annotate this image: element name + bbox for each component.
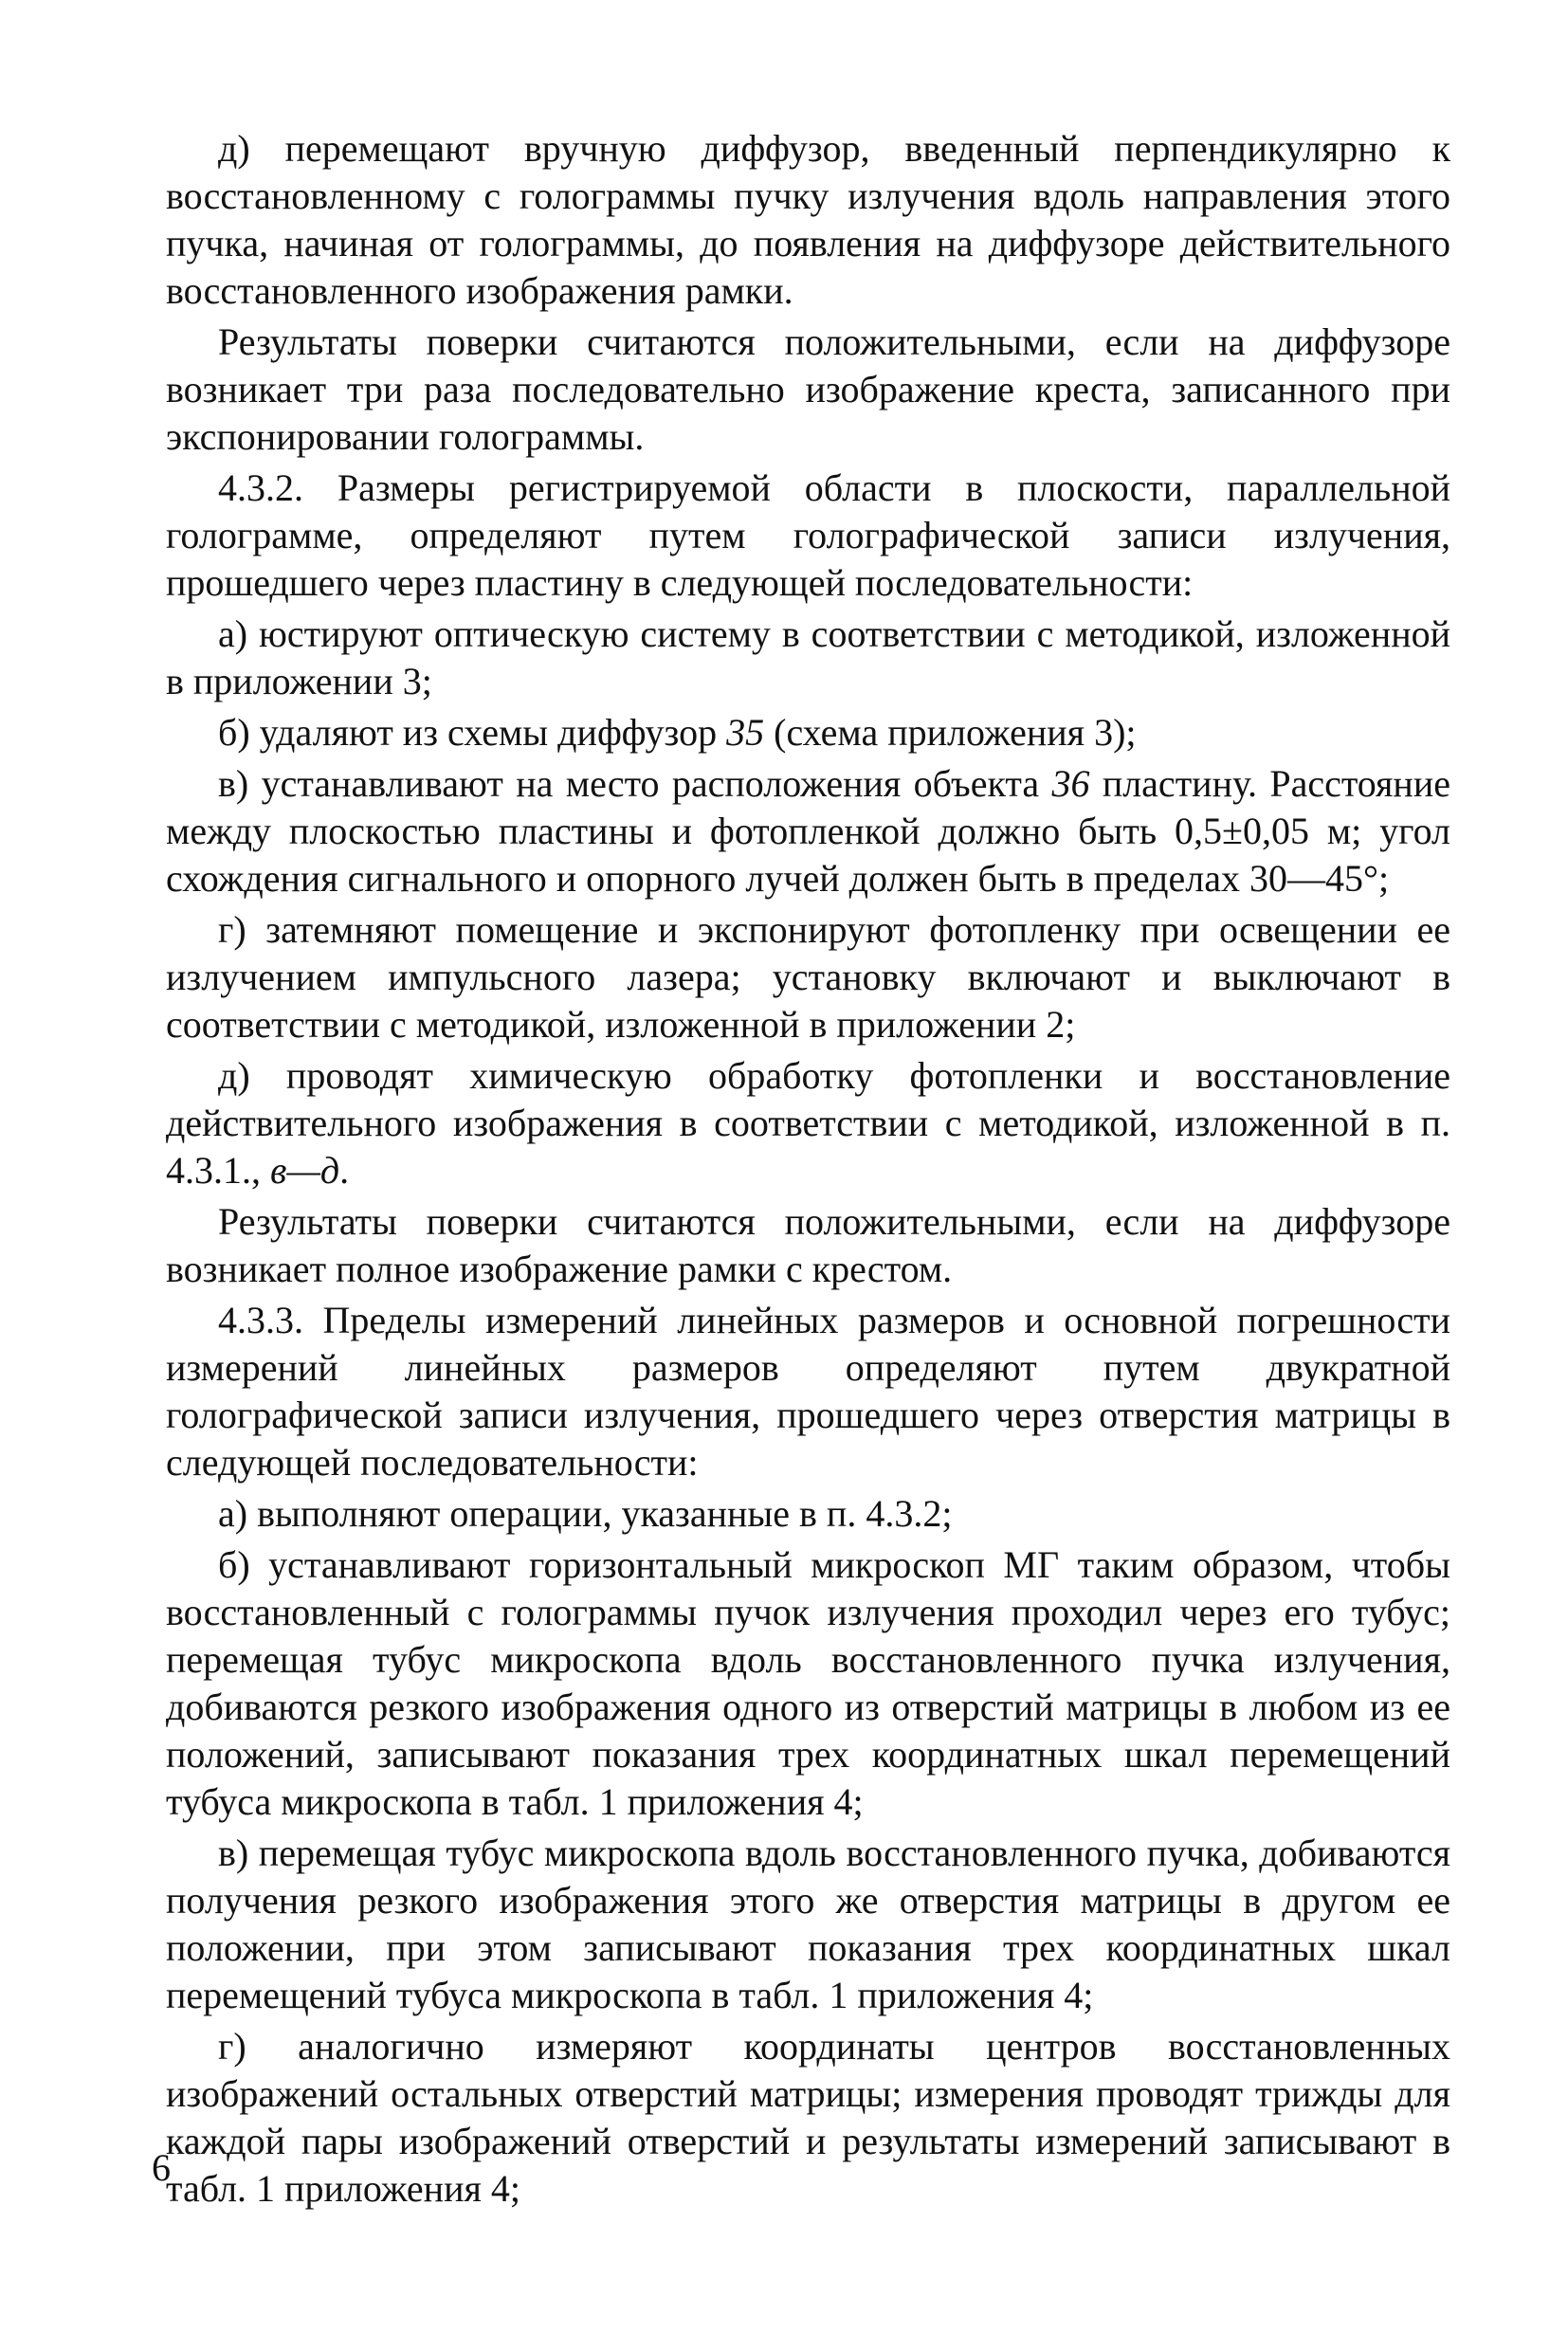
paragraph-item-g-measure: г) аналогично измеряют координаты центров восстановленных изображений остальных отверстий матрицы; измерения проводят трижды для каждой пары изображений отверстий и результаты измерений записывают в табл. 1 приложения 4; <box>166 2025 1450 2210</box>
page-number: 6 <box>152 2146 171 2189</box>
paragraph-text-segment: б) удаляют из схемы диффузор <box>218 711 727 754</box>
paragraph-item-v-install-plate <box>166 760 1450 902</box>
paragraph-text-segment: (схема приложения 3); <box>764 711 1137 754</box>
paragraph-text-segment: д) проводят химическую обработку фотопленки и восстановление действительного изображения в соответствии с методикой, изложенной в п. 4.3.1., <box>166 1054 1450 1192</box>
paragraph-item-a-adjust: а) юстируют оптическую систему в соответствии с методикой, изложенной в приложении 3; <box>166 612 1450 702</box>
paragraph-item-b-microscope: б) устанавливают горизонтальный микроскоп МГ таким образом, чтобы восстановленный с голограммы пучок излучения проходил через его тубус; перемещая тубус микроскопа вдоль восстановленного пучка излучения, добиваются резкого изображения одного из отверстий матрицы в любом из ее положений, записывают показания трех координатных шкал перемещений тубуса микроскопа в табл. 1 приложения 4; <box>166 1543 1450 1823</box>
paragraph-italic-ref: 36 <box>1051 762 1090 805</box>
paragraph-section-4-3-2: 4.3.2. Размеры регистрируемой области в плоскости, параллельной голограмме, определяют путем голографической записи излучения, прошедшего через пластину в следующей последовательности: <box>166 466 1450 604</box>
paragraph-item-v-move-tube: в) перемещая тубус микроскопа вдоль восстановленного пучка, добиваются получения резкого изображения этого же отверстия матрицы в другом ее положении, при этом записывают показания трех координатных шкал перемещений тубуса микроскопа в табл. 1 приложения 4; <box>166 1832 1450 2016</box>
paragraph-section-4-3-3: 4.3.3. Пределы измерений линейных размеров и основной погрешности измерений линейных размеров определяют путем двукратной голографической записи излучения, прошедшего через отверстия матрицы в следующей последовательности: <box>166 1299 1450 1484</box>
paragraph-results-cross: Результаты поверки считаются положительными, если на диффузоре возникает три раза последовательно изображение креста, записанного при экспонировании голограммы. <box>166 320 1450 458</box>
paragraph-text-segment: в) устанавливают на место расположения объекта <box>218 762 1052 805</box>
body-text <box>166 125 1450 2213</box>
paragraph-item-a-operations: а) выполняют операции, указанные в п. 4.3.2; <box>218 1492 953 1535</box>
paragraph-item-b-remove-diffuser <box>166 709 1450 756</box>
paragraph-italic-ref: 35 <box>726 711 765 754</box>
paragraph-italic-ref: в—д <box>270 1149 340 1192</box>
paragraph-item-g-expose: г) затемняют помещение и экспонируют фотопленку при освещении ее излучением импульсного лазера; установку включают и выключают в соответствии с методикой, изложенной в приложении 2; <box>166 908 1450 1046</box>
paragraph-results-frame: Результаты поверки считаются положительными, если на диффузоре возникает полное изображение рамки с крестом. <box>166 1200 1450 1290</box>
paragraph-item-d-diffuser: д) перемещают вручную диффузор, введенный перпендикулярно к восстановленному с голограммы пучку излучения вдоль направления этого пучка, начиная от голограммы, до появления на диффузоре действительного восстановленного изображения рамки. <box>166 127 1450 312</box>
paragraph-item-d-processing <box>166 1052 1450 1194</box>
paragraph-text-segment: . <box>339 1149 350 1192</box>
paragraph-text-segment: пластину. Расстояние между плоскостью пластины и фотопленкой должно быть 0,5±0,05 м; угол схождения сигнального и опорного лучей должен быть в пределах 30—45°; <box>166 762 1450 900</box>
